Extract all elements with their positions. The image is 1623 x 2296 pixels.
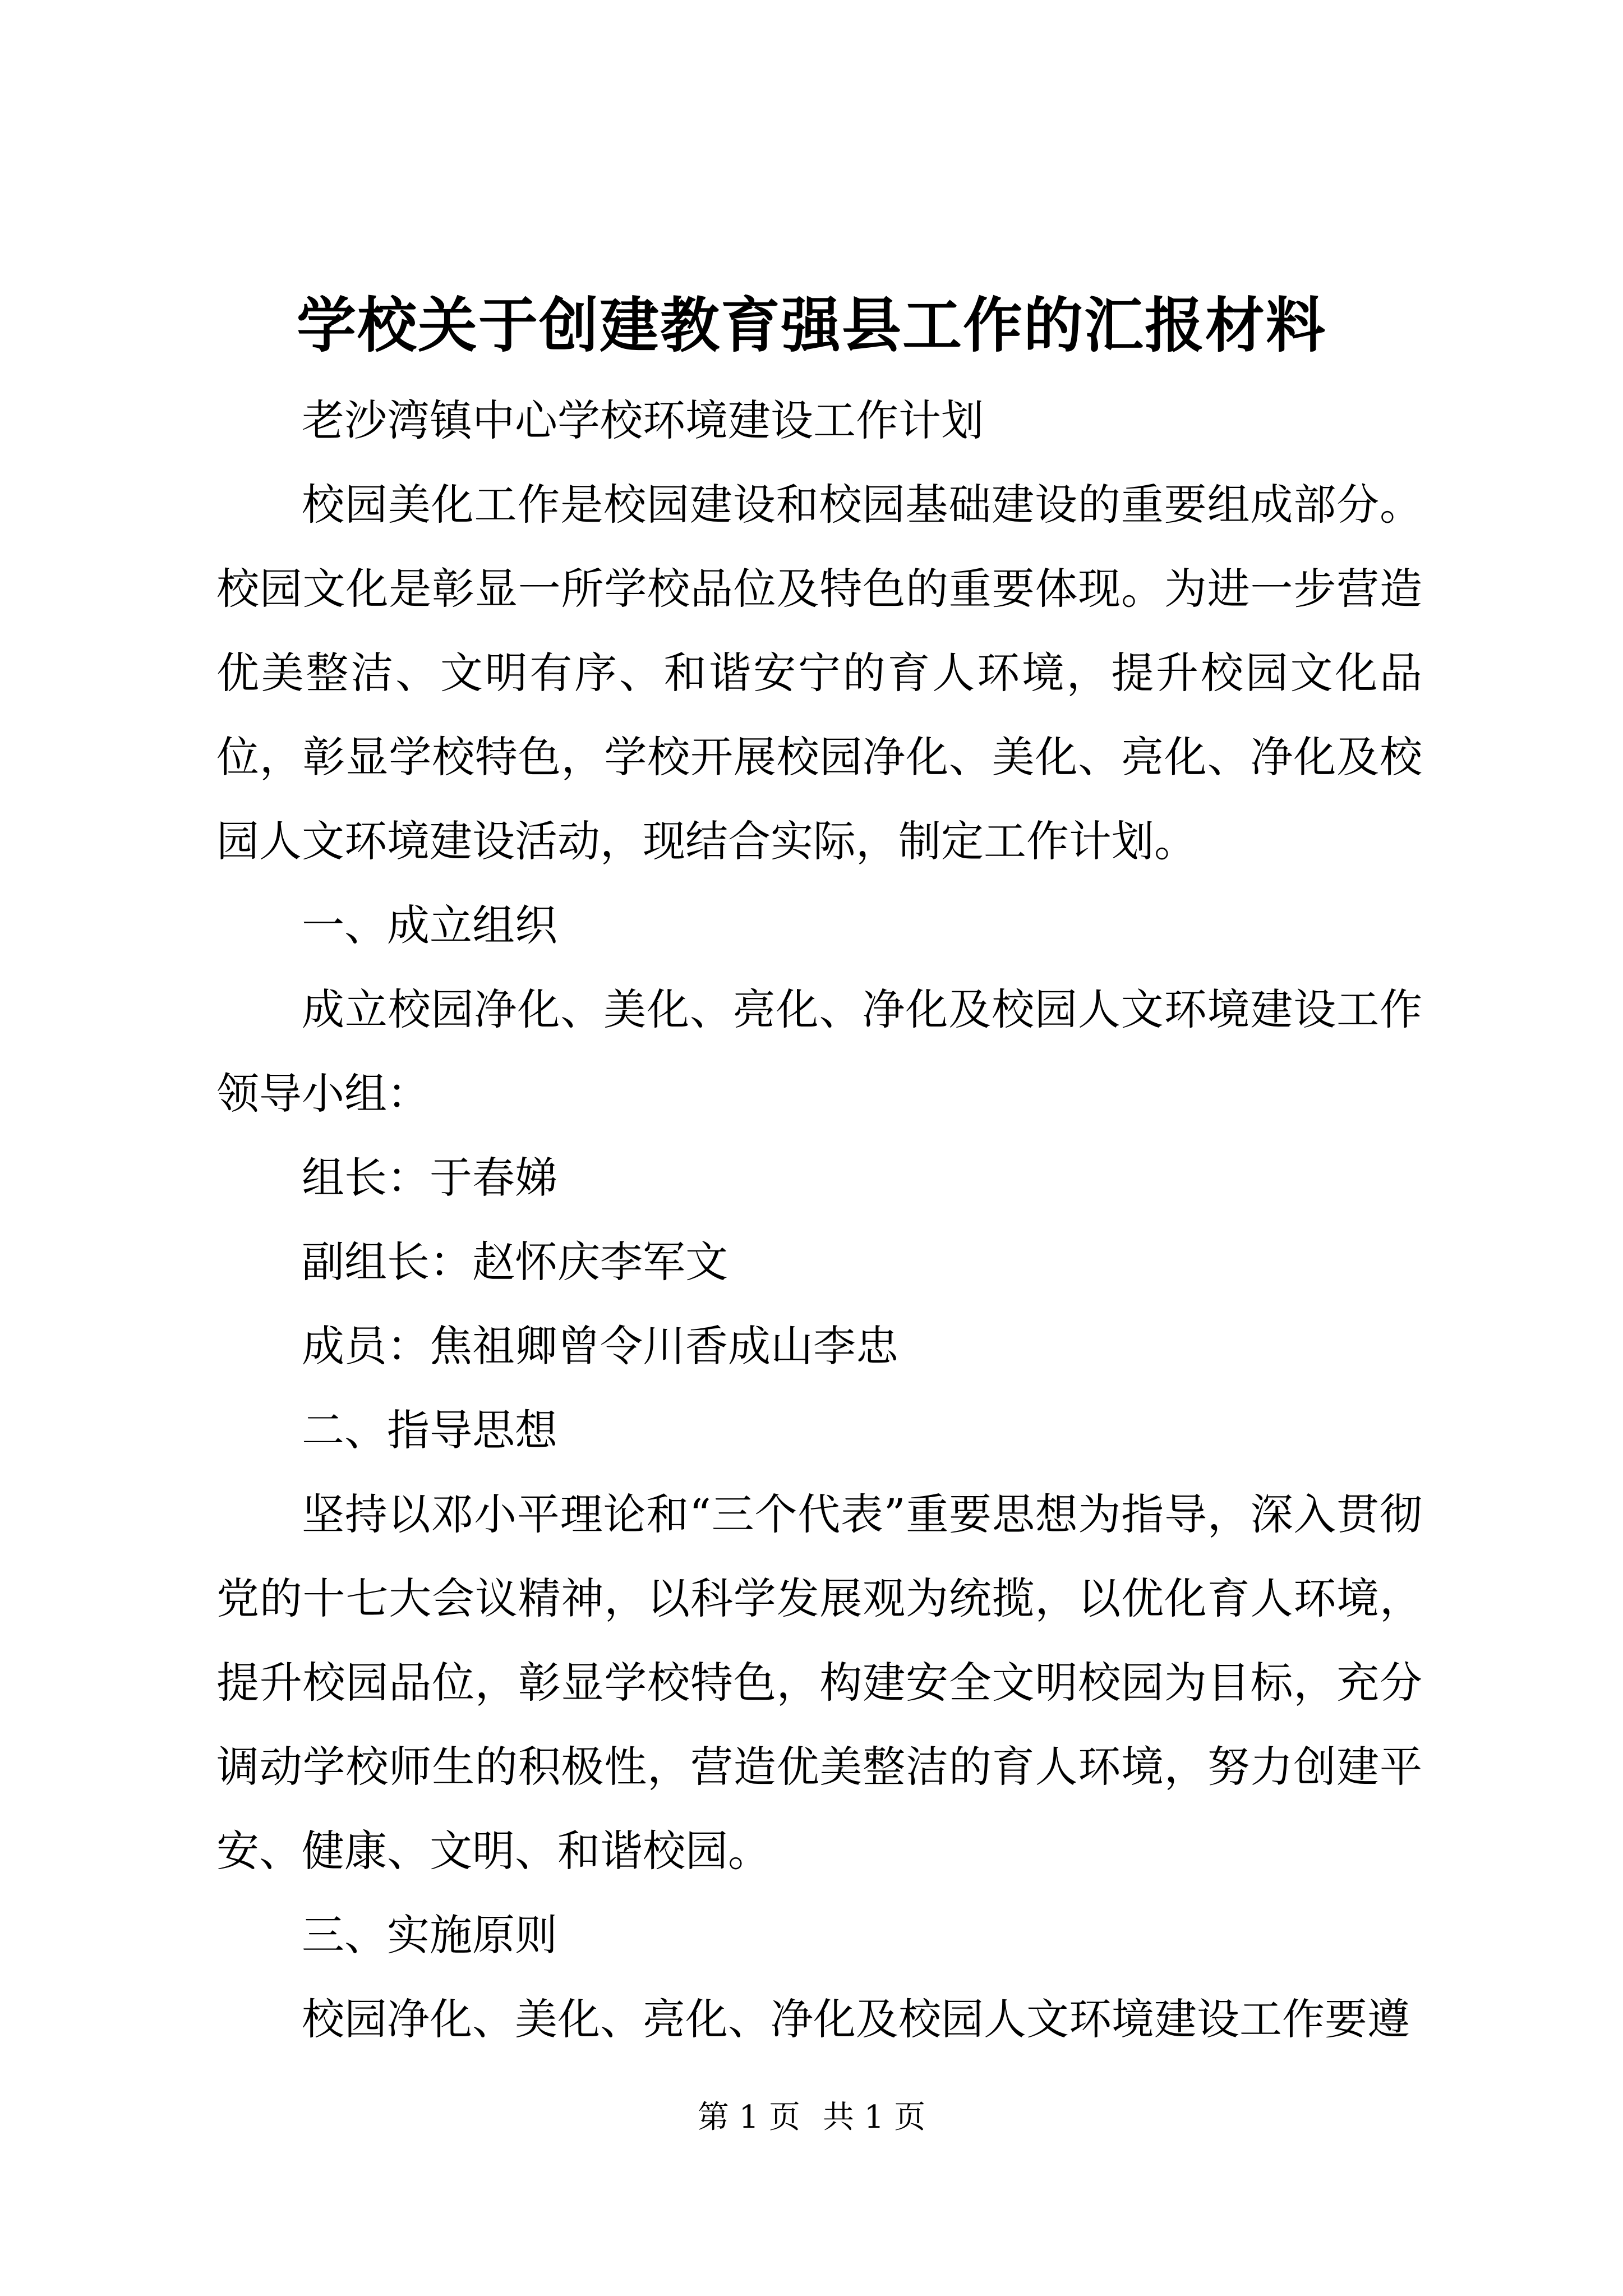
document-title: 学校关于创建教育强县工作的汇报材料 (297, 290, 1326, 360)
body-paragraph: 校园美化工作是校园建设和校园基础建设的重要组成部分。校园文化是彰显一所学校品位及特色的重要体现。为进一步营造优美整洁、文明有序、和谐安宁的育人环境，提升校园文化品位，彰显学校特色，学校开展校园净化、美化、亮化、净化及校园人文环境建设活动，现结合实际，制定工作计划。 (216, 480, 1422, 866)
document-body (216, 379, 1422, 2062)
body-paragraph: 成立校园净化、美化、亮化、净化及校园人文环境建设工作领导小组： (216, 984, 1422, 1119)
body-paragraph: 副组长：赵怀庆李军文 (302, 1237, 728, 1287)
body-paragraph: 组长：于春娣 (302, 1153, 557, 1203)
body-paragraph: 成员：焦祖卿曾令川香成山李忠 (302, 1321, 898, 1371)
page-number: 第 1 页 (697, 2099, 800, 2136)
section-heading: 一、成立组织 (302, 900, 557, 950)
subtitle-paragraph: 老沙湾镇中心学校环境建设工作计划 (302, 395, 984, 445)
page-total: 共 1 页 (823, 2099, 926, 2136)
body-paragraph: 校园净化、美化、亮化、净化及校园人文环境建设工作要遵 (302, 1994, 1410, 2044)
section-heading: 二、指导思想 (302, 1405, 557, 1455)
section-heading: 三、实施原则 (302, 1910, 557, 1960)
body-paragraph: 坚持以邓小平理论和“三个代表”重要思想为指导，深入贯彻党的十七大会议精神，以科学发展观为统揽，以优化育人环境，提升校园品位，彰显学校特色，构建安全文明校园为目标，充分调动学校师生的积极性，营造优美整洁的育人环境，努力创建平安、健康、文明、和谐校园。 (216, 1489, 1422, 1876)
page-footer (0, 2095, 1623, 2140)
